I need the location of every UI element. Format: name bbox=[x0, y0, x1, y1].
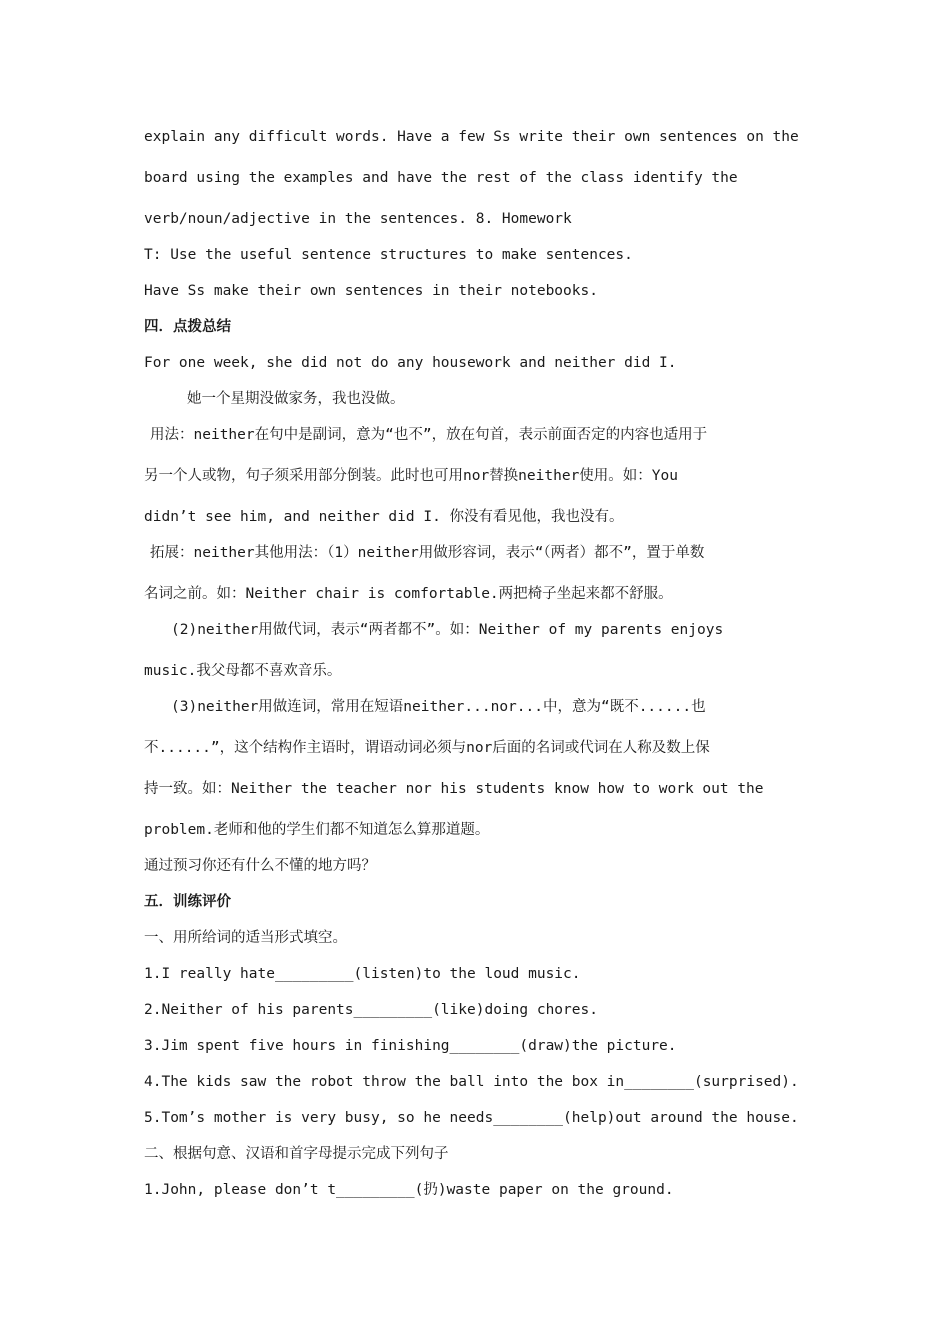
usage-note: didn’t see him, and neither did I. 你没有看见他，我也没有。 bbox=[144, 509, 624, 525]
extension-note: (3)neither用做连词，常用在短语neither...nor...中，意为“既不......也 bbox=[171, 699, 706, 715]
extension-note: 不......”，这个结构作主语时，谓语动词必须与nor后面的名词或代词在人称及数上保 bbox=[144, 740, 710, 756]
extension-note: problem.老师和他的学生们都不知道怎么算那道题。 bbox=[144, 822, 490, 838]
section-heading: 四．点拨总结 bbox=[144, 319, 231, 335]
exercise-item: 1.I really hate_________(listen)to the loud music. bbox=[144, 966, 581, 982]
example-translation: 她一个星期没做家务，我也没做。 bbox=[187, 391, 405, 407]
exercise-item: 2.Neither of his parents_________(like)doing chores. bbox=[144, 1002, 598, 1018]
usage-note: 另一个人或物，句子须采用部分倒装。此时也可用nor替换neither使用。如：You bbox=[144, 468, 678, 484]
usage-note: 用法：neither在句中是副词，意为“也不”，放在句首，表示前面否定的内容也适用于 bbox=[150, 427, 708, 443]
exercise-instruction: 二、根据句意、汉语和首字母提示完成下列句子 bbox=[144, 1146, 449, 1162]
paragraph-line: explain any difficult words. Have a few Ss write their own sentences on the bbox=[144, 129, 799, 145]
example-sentence: For one week, she did not do any housework and neither did I. bbox=[144, 355, 677, 371]
exercise-item: 3.Jim spent five hours in finishing________(draw)the picture. bbox=[144, 1038, 677, 1054]
preview-question: 通过预习你还有什么不懂的地方吗？ bbox=[144, 858, 376, 874]
section-heading: 五．训练评价 bbox=[144, 894, 231, 910]
paragraph-line: board using the examples and have the rest of the class identify the bbox=[144, 170, 738, 186]
extension-note: 名词之前。如：Neither chair is comfortable.两把椅子坐起来都不舒服。 bbox=[144, 586, 673, 602]
paragraph-line: verb/noun/adjective in the sentences. 8. Homework bbox=[144, 211, 572, 227]
extension-note: 持一致。如：Neither the teacher nor his students know how to work out the bbox=[144, 781, 764, 797]
exercise-instruction: 一、用所给词的适当形式填空。 bbox=[144, 930, 347, 946]
exercise-item: 4.The kids saw the robot throw the ball into the box in________(surprised). bbox=[144, 1074, 799, 1090]
paragraph-line: Have Ss make their own sentences in their notebooks. bbox=[144, 283, 598, 299]
exercise-item: 5.Tom’s mother is very busy, so he needs________(help)out around the house. bbox=[144, 1110, 799, 1126]
extension-note: (2)neither用做代词，表示“两者都不”。如：Neither of my parents enjoys bbox=[171, 622, 724, 638]
extension-note: music.我父母都不喜欢音乐。 bbox=[144, 663, 342, 679]
extension-note: 拓展：neither其他用法：（1）neither用做形容词，表示“（两者）都不”，置于单数 bbox=[150, 545, 705, 561]
exercise-item: 1.John, please don’t t_________(扔)waste paper on the ground. bbox=[144, 1182, 674, 1198]
paragraph-line: T: Use the useful sentence structures to make sentences. bbox=[144, 247, 633, 263]
